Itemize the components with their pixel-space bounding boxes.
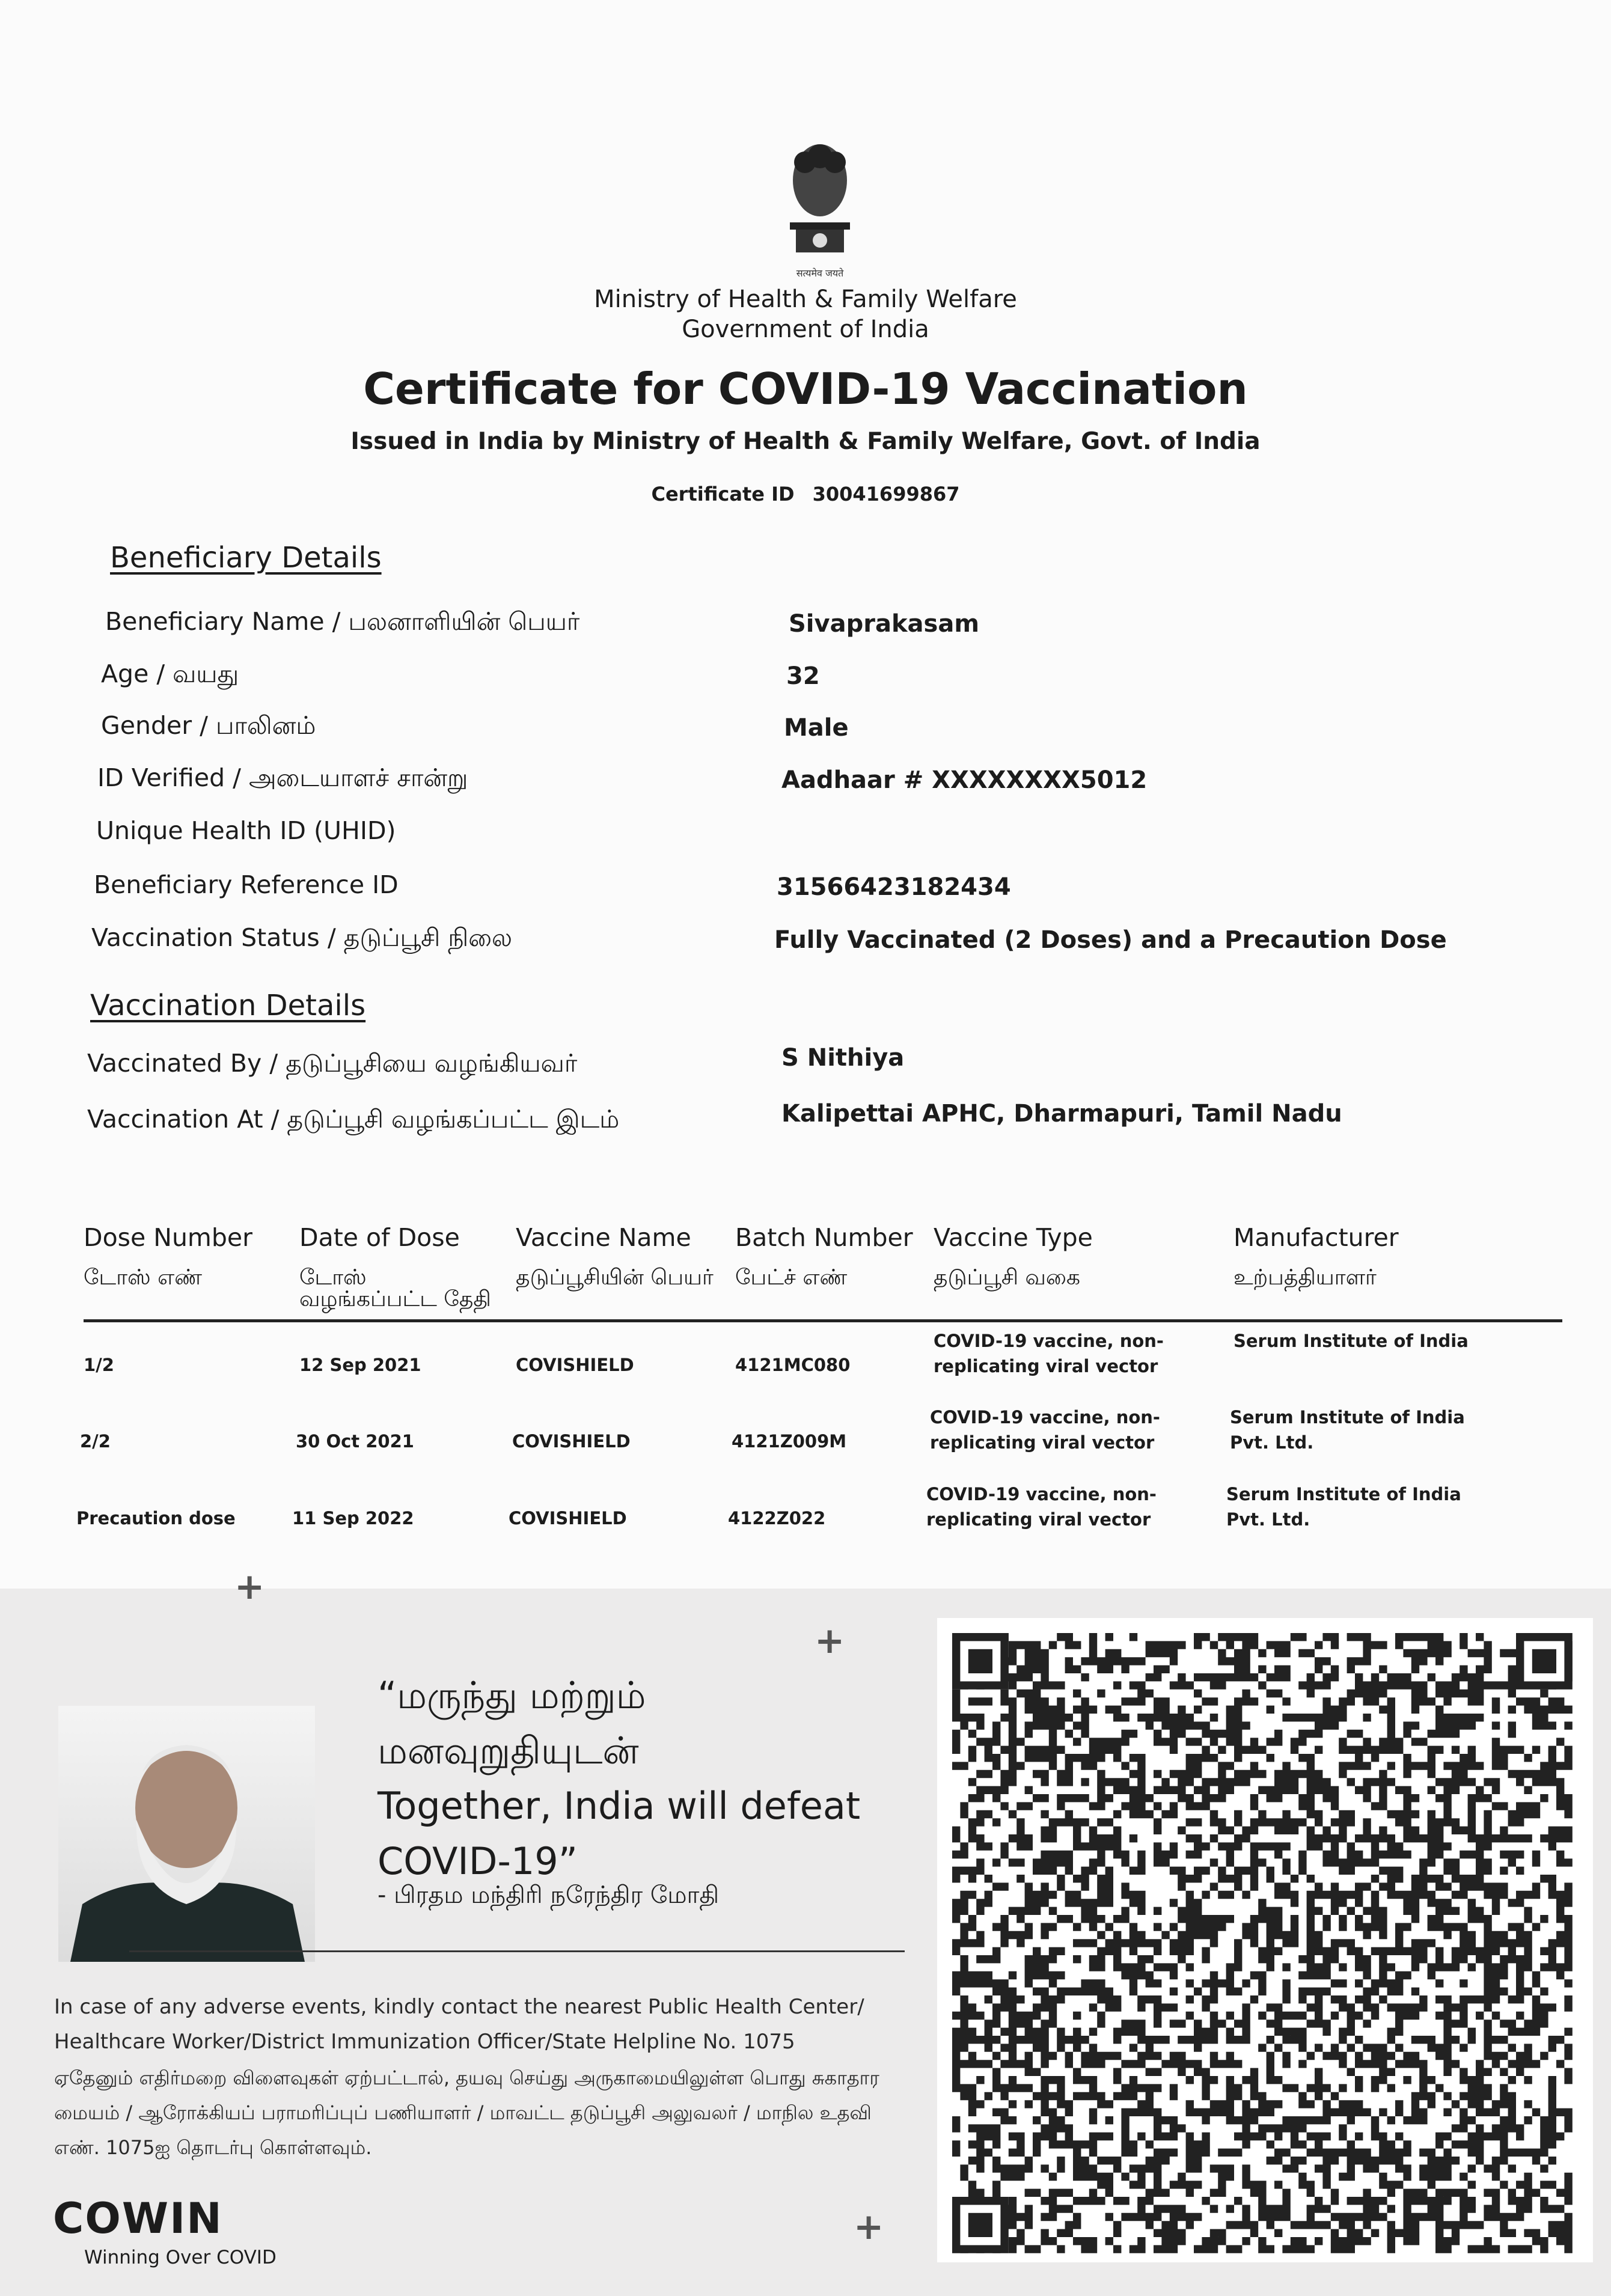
table-cell: COVISHIELD — [512, 1431, 631, 1452]
table-cell: 4122Z022 — [728, 1508, 826, 1528]
plus-mark-icon: + — [854, 2206, 884, 2248]
ministry-name: Ministry of Health & Family Welfare — [594, 285, 1017, 313]
beneficiary-heading: Beneficiary Details — [110, 541, 382, 575]
beneficiary-field-value: Fully Vaccinated (2 Doses) and a Precaution Dose — [774, 926, 1447, 954]
beneficiary-field-value: Sivaprakasam — [789, 610, 980, 638]
quote-line: COVID-19” — [378, 1839, 578, 1883]
table-cell: 11 Sep 2022 — [292, 1508, 414, 1528]
column-header: Vaccine Type — [934, 1223, 1093, 1252]
beneficiary-field-label: Vaccination Status / தடுப்பூசி நிலை — [91, 923, 513, 952]
qr-code-icon — [937, 1618, 1593, 2262]
column-header-ta: டோஸ் எண் — [84, 1265, 203, 1290]
qr-code — [937, 1618, 1593, 2262]
beneficiary-field-label: Beneficiary Name / பலனாளியின் பெயர் — [105, 607, 580, 636]
table-cell: 30 Oct 2021 — [296, 1431, 414, 1452]
vaccination-field-value: S Nithiya — [781, 1044, 905, 1072]
beneficiary-field-label: Age / வயது — [101, 659, 239, 688]
qr-finder-pattern — [968, 1649, 992, 1673]
column-header: Batch Number — [735, 1223, 913, 1252]
column-header-ta: தடுப்பூசி வகை — [934, 1265, 1081, 1290]
beneficiary-field-label: ID Verified / அடையாளச் சான்று — [97, 763, 468, 792]
table-cell: COVISHIELD — [509, 1508, 627, 1528]
qr-modules — [952, 1633, 1573, 2253]
certificate-id-label: Certificate ID — [651, 483, 795, 505]
column-header: Manufacturer — [1233, 1223, 1399, 1252]
vaccination-field-label: Vaccinated By / தடுப்பூசியை வழங்கியவர் — [87, 1049, 578, 1078]
national-emblem-icon — [778, 138, 862, 282]
beneficiary-field-value: Male — [784, 714, 849, 742]
vaccination-field-value: Kalipettai APHC, Dharmapuri, Tamil Nadu — [781, 1100, 1342, 1128]
quote-line: “மருந்து மற்றும் — [378, 1673, 646, 1717]
helpline-text-ta: ஏதேனும் எதிர்மறை விளைவுகள் ஏற்பட்டால், தயவு செய்து அருகாமையிலுள்ள பொது சுகாதார மையம் / ஆரோக்கியப் பராமரிப்புப் பணியாளர் / மாவட்ட தடுப்பூசி அலுவலர் / மாநில உதவி எண். 1075ஐ தொடர்பு கொள்ளவும். — [54, 2066, 879, 2159]
beneficiary-field-label: Beneficiary Reference ID — [94, 870, 399, 899]
table-cell: Precaution dose — [76, 1508, 236, 1528]
certificate-id — [0, 483, 1611, 505]
vaccination-heading: Vaccination Details — [90, 989, 366, 1022]
issued-by: Issued in India by Ministry of Health & Family Welfare, Govt. of India — [350, 428, 1261, 455]
government-name: Government of India — [682, 316, 929, 343]
quote-line: மனவுறுதியுடன் — [378, 1729, 639, 1772]
portrait-icon — [58, 1706, 315, 1962]
emblem-motto: सत्यमेव जयते — [796, 267, 844, 279]
qr-finder-pattern — [968, 2213, 992, 2237]
quote-attribution: - பிரதம மந்திரி நரேந்திர மோதி — [378, 1881, 720, 1909]
column-header: Dose Number — [84, 1223, 252, 1252]
column-header-ta: பேட்ச் எண் — [735, 1265, 848, 1290]
table-cell: COVID-19 vaccine, non-replicating viral vector — [934, 1331, 1164, 1376]
pm-photo — [58, 1706, 315, 1962]
certificate-title: Certificate for COVID-19 Vaccination — [363, 364, 1248, 414]
column-header: Vaccine Name — [516, 1223, 691, 1252]
table-cell: 2/2 — [80, 1431, 111, 1452]
plus-mark-icon: + — [234, 1566, 265, 1608]
table-cell: 4121Z009M — [732, 1431, 847, 1452]
qr-finder-pattern — [1532, 1649, 1556, 1673]
vaccination-field-label: Vaccination At / தடுப்பூசி வழங்கப்பட்ட இடம் — [87, 1105, 620, 1134]
plus-mark-icon: + — [815, 1620, 845, 1662]
table-cell: 12 Sep 2021 — [299, 1355, 421, 1375]
table-cell: Serum Institute of India Pvt. Ltd. — [1226, 1484, 1461, 1530]
table-cell: 1/2 — [84, 1355, 114, 1375]
beneficiary-field-label: Unique Health ID (UHID) — [96, 816, 396, 845]
table-cell: Serum Institute of India Pvt. Ltd. — [1230, 1407, 1465, 1453]
column-header-ta: டோஸ் வழங்கப்பட்ட தேதி — [299, 1265, 491, 1311]
table-cell: 4121MC080 — [735, 1355, 851, 1375]
table-cell: COVID-19 vaccine, non-replicating viral vector — [930, 1407, 1160, 1453]
cowin-logo: COWIN — [53, 2194, 223, 2243]
beneficiary-field-value: 32 — [786, 662, 820, 690]
column-header-ta: உற்பத்தியாளர் — [1233, 1265, 1377, 1290]
footer-divider — [129, 1950, 905, 1952]
certificate-id-value: 30041699867 — [812, 483, 960, 505]
table-cell: COVISHIELD — [516, 1355, 634, 1375]
cowin-tagline: Winning Over COVID — [84, 2247, 277, 2268]
table-divider — [84, 1319, 1562, 1322]
quote-line: Together, India will defeat — [378, 1784, 861, 1828]
beneficiary-field-value: 31566423182434 — [777, 873, 1011, 901]
pm-quote — [378, 1668, 860, 1889]
column-header: Date of Dose — [299, 1223, 460, 1252]
column-header-ta: தடுப்பூசியின் பெயர் — [516, 1265, 714, 1290]
helpline-text-en: In case of any adverse events, kindly contact the nearest Public Health Center/ Healthcare Worker/District Immunization Officer/State Helpline No. 1075 — [54, 1995, 864, 2054]
table-cell: Serum Institute of India — [1233, 1331, 1469, 1351]
table-cell: COVID-19 vaccine, non-replicating viral vector — [926, 1484, 1157, 1530]
beneficiary-field-label: Gender / பாலினம் — [101, 711, 316, 740]
beneficiary-field-value: Aadhaar # XXXXXXXX5012 — [781, 766, 1148, 794]
